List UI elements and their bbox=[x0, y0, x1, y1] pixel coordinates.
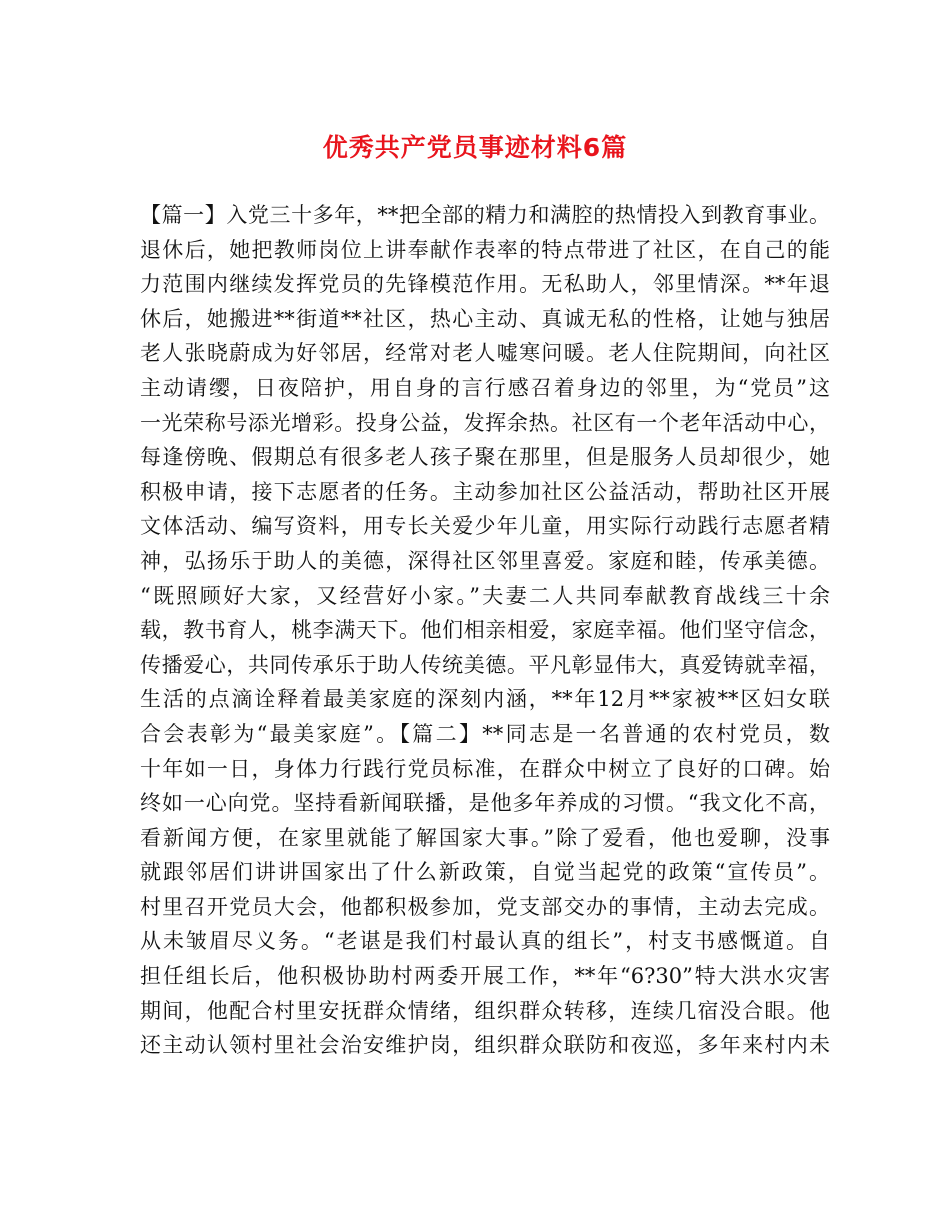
paragraph-line: 退休后，她把教师岗位上讲奉献作表率的特点带进了社区，在自己的能 bbox=[140, 237, 830, 262]
paragraph-line: 主动请缨，日夜陪护，用自身的言行感召着身边的邻里，为“党员”这 bbox=[140, 375, 830, 400]
paragraph-line: 传播爱心，共同传承乐于助人传统美德。平凡彰显伟大，真爱铸就幸福， bbox=[140, 652, 830, 677]
paragraph-line: 就跟邻居们讲讲国家出了什么新政策，自觉当起党的政策“宣传员”。 bbox=[140, 860, 830, 885]
paragraph-line: “既照顾好大家，又经营好小家。”夫妻二人共同奉献教育战线三十余 bbox=[140, 583, 830, 608]
paragraph-line: 从未皱眉尽义务。“老谌是我们村最认真的组长”，村支书感慨道。自 bbox=[140, 929, 830, 954]
paragraph-line: 合会表彰为“最美家庭”。【篇二】**同志是一名普通的农村党员，数 bbox=[140, 721, 830, 746]
paragraph-line: 终如一心向党。坚持看新闻联播，是他多年养成的习惯。“我文化不高， bbox=[140, 791, 830, 816]
paragraph-line: 神，弘扬乐于助人的美德，深得社区邻里喜爱。家庭和睦，传承美德。 bbox=[140, 548, 830, 573]
paragraph-line: 担任组长后，他积极协助村两委开展工作，**年“6?30”特大洪水灾害 bbox=[140, 964, 830, 989]
paragraph-line: 还主动认领村里社会治安维护岗，组织群众联防和夜巡，多年来村内未 bbox=[140, 1033, 830, 1058]
paragraph-line: 载，教书育人，桃李满天下。他们相亲相爱，家庭幸福。他们坚守信念， bbox=[140, 618, 830, 643]
paragraph-line: 十年如一日，身体力行践行党员标准，在群众中树立了良好的口碑。始 bbox=[140, 756, 830, 781]
document-title: 优秀共产党员事迹材料6篇 bbox=[322, 133, 628, 162]
paragraph-line: 老人张晓蔚成为好邻居，经常对老人嘘寒问暖。老人住院期间，向社区 bbox=[140, 341, 830, 366]
paragraph-line: 生活的点滴诠释着最美家庭的深刻内涵，**年12月**家被**区妇女联 bbox=[140, 687, 830, 712]
paragraph-line: 看新闻方便，在家里就能了解国家大事。”除了爱看，他也爱聊，没事 bbox=[140, 825, 830, 850]
paragraph-line: 积极申请，接下志愿者的任务。主动参加社区公益活动，帮助社区开展 bbox=[140, 479, 830, 504]
paragraph-line: 村里召开党员大会，他都积极参加，党支部交办的事情，主动去完成。 bbox=[140, 894, 830, 919]
paragraph-line: 一光荣称号添光增彩。投身公益，发挥余热。社区有一个老年活动中心， bbox=[140, 410, 830, 435]
paragraph-line: 期间，他配合村里安抚群众情绪，组织群众转移，连续几宿没合眼。他 bbox=[140, 998, 830, 1023]
paragraph-line: 文体活动、编写资料，用专长关爱少年儿童，用实际行动践行志愿者精 bbox=[140, 514, 830, 539]
document-body bbox=[140, 198, 830, 1063]
paragraph-line: 力范围内继续发挥党员的先锋模范作用。无私助人，邻里情深。**年退 bbox=[140, 272, 830, 297]
paragraph-line: 【篇一】入党三十多年，**把全部的精力和满腔的热情投入到教育事业。 bbox=[140, 203, 830, 227]
paragraph-line: 休后，她搬进**街道**社区，热心主动、真诚无私的性格，让她与独居 bbox=[140, 306, 830, 331]
paragraph-line: 每逢傍晚、假期总有很多老人孩子聚在那里，但是服务人员却很少，她 bbox=[140, 445, 830, 470]
